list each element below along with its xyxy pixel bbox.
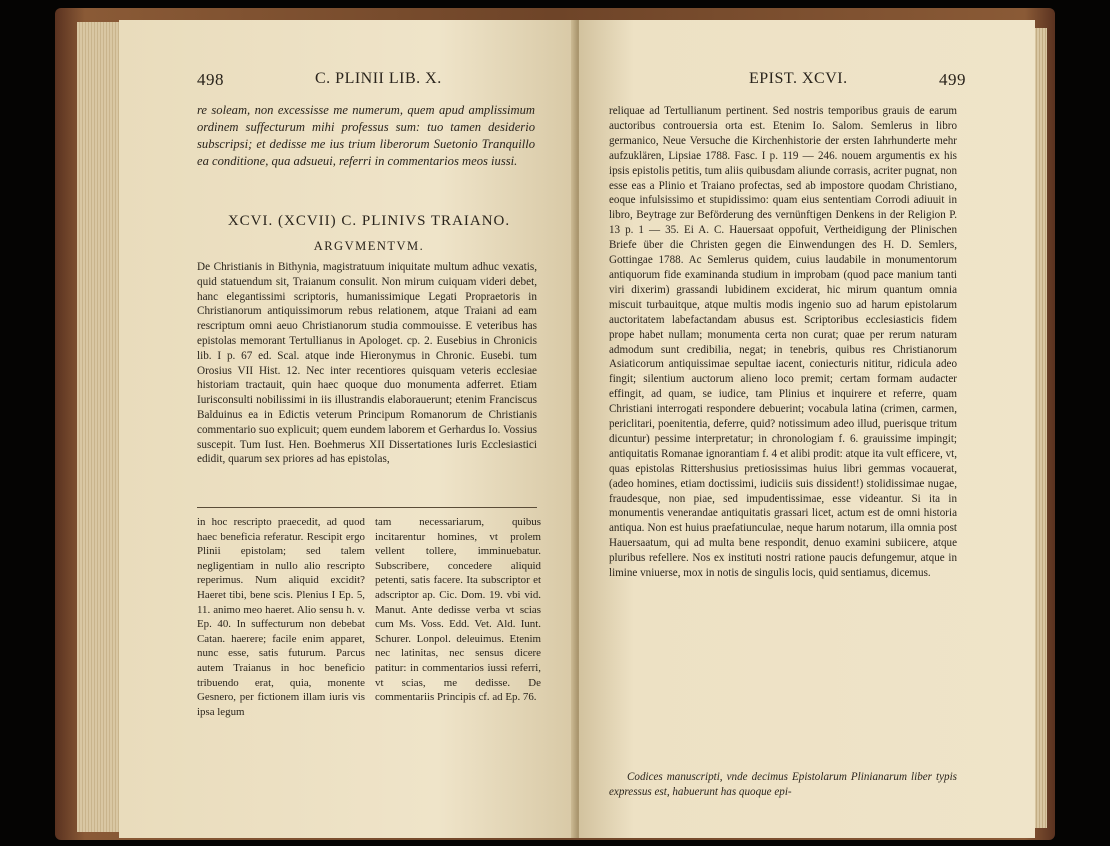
footnote-columns (197, 515, 541, 719)
right-page-number: 499 (939, 70, 966, 89)
letter-title: XCVI. (XCVII) C. PLINIVS TRAIANO. (227, 213, 511, 229)
footnote-column-1: in hoc rescripto praecedit, ad quod haec beneficia referatur. Rescipit ergo Plinii epistolam; sed talem negligentiam in nullo alio rescripto reperimus. Num aliquid excidit? Haeret tibi, bene scis. Plenius I Ep. 5, 11. animo meo haeret. Alio sensu h. v. Ep. 40. In suffecturum non debebat Catan. haerere; facile enim apparet, nunc esse, satis futurum. Parcus autem Traianus in hoc beneficio tribuendo erat, quia, monente Gesnero, per fictionem illam iuris vis ipsa legum (197, 516, 365, 718)
right-page (579, 20, 1035, 838)
left-page-number: 498 (197, 70, 224, 89)
opening-lines: re soleam, non excessisse me numerum, quem apud amplissimum ordinem suffecturum mihi professus sum: tuo tamen desiderio subscripsi; et dedisse me ius trium liberorum Suetonio Tranquillo ea conditione, qua adsueui, referri in commentarios meos iussi. (197, 103, 535, 168)
right-running-head: EPIST. XCVI. (749, 70, 848, 87)
argument-text: De Christianis in Bithynia, magistratuum iniquitate multum adhuc vexatis, quid statuendum sit, Traianum consulit. Non mirum cuiquam videri debet, hanc elegantissimi scriptoris, humanissimique Legati Propraetoris in Christianorum antiquissimorum rebus relationem, atque Traiani ad eam rescriptum omni aeuo Christianorum studia commouisse. E veteribus has epistolas memorant Tertullianus in Apologet. cp. 2. Eusebius in Chronicis lib. I p. 67 ed. Scal. atque inde Hieronymus in Chronic. Eusebi. tum Orosius VII Hist. 12. Nec inter recentiores quisquam veteris ecclesiae historiam tractauit, quin haec quoque duo monumenta adferret. Etiam Iurisconsulti nobilissimi in iis illustrandis elaborauerunt; etenim Franciscus Balduinus ea in Edictis veterum Principum Romanorum de Christianis commentario suo explicuit; quem eundem laborem et Gerhardus Io. Vossius suscepit. Tum Iust. Hen. Boehmerus XII Dissertationes Iuris Ecclesiastici edidit, quarum sex priores ad has epistolas, (197, 261, 537, 466)
right-body-text: reliquae ad Tertullianum pertinent. Sed nostris temporibus grauis de earum auctoribus controuersia orta est. Etenim Io. Salom. Semlerus in libro germanico, Neue Versuche die Kirchenhistorie der ersten Iahrhunderte mehr aufzuklären, Lipsiae 1788. Fasc. I p. 119 — 246. nouem argumentis ex his ipsis epistolis petitis, tum aliis quibusdam aliunde corrasis, acriter pugnat, non esse eas a Plinio et Traiano profectas, sed ab impostore quodam Christiano, eoque infulsissimo et stupidissimo: quam eius sententiam Corrodi adiuuit in libro, Beytrage zur Beförderung des vernünftigen Denkens in der Religion P. 13 p. 1 — 35. Ei A. C. Hauersaat oppofuit, Vertheidigung der Plinischen Briefe über die Christen gegen die Einwendungen des H. D. Semlers, Gottingae 1788. Ac Semlerus quidem, cuius laudabile in monumentorum antiquorum fide examinanda studium in improbam (quod pace manium tanti viri dixerim) grassandi lubidinem exciderat, hic mirum quantum omnia miscuit turbauitque, atque multis modis ingenio suo ad harum epistolarum auctoritatem labefactandam abusus est. Scriptoribus ecclesiasticis fidem prope habet nullam; monumenta certa non curat; quae per rerum naturam admodum sunt credibilia, negat; in tenebris, quibus res Christianorum Asiaticorum antiquissimae sepultae iacent, coniecturis nititur, ridicula adeo fingit; silentium auctorum alieno loco premit; certam formam audacter effingit, ad quam, se iudice, tam Plinius et inquirere et referre, quam Christiani interrogati respondere debuerint; vocabula latina (crimen, carmen, periclitari, poenitentia, deferre, quid? notissimum adeo illud, puerisque tritum dicuntur) pessime interpretatur; in chronologiam f. 6. grauissime impingit; antiquitatis Romanae ignorantiam f. 4 et alibi prodit: atque ita vult efficere, vt, quas epistolas Rittershusius pretiosissimas huius libri gemmas vocauerat, (adeo homines, etiam doctissimi, iudiciis suis dissident!) stolidissimae nugae, fraudesque, non piae, sed impudentissimae, esse videantur. Si ita in monumentis venerandae antiquitatis grassari licet, actum est de omni historia antiqua. Non est huius praefatiunculae, neque harum notarum, illa omnia post Hauersaatum, qui ad multa bene respondit, denuo examini subiicere, atque pluribus refellere. Nos ex instituti nostri ratione paucis defungemur, atque in limine vniuerse, mox in notis de singulis locis, quid sentiamus, dicemus. (609, 105, 957, 580)
closing-paragraph: Codices manuscripti, vnde decimus Epistolarum Plinianarum liber typis expressus est, habuerunt has quoque epi- (609, 771, 957, 798)
footnote-column-2: tam necessariarum, quibus incitarentur homines, vt prolem vellent tollere, imminuebatur. Subscribere, concedere aliquid petenti, satis facere. Ita subscriptor et adscriptor ap. Cic. Dom. 19. vbi vid. Manut. Ante dedisse verba vt scias cum Ms. Voss. Edd. Vet. Ald. Iunt. Schurer. Lonpol. deleuimus. Etenim nec latinitas, nec sensus dicere patitur: in commentarios iussi referri, vt scias, me dedisse. De commentariis Principis cf. ad Ep. 76. (375, 516, 541, 704)
open-book (55, 8, 1055, 840)
left-page (119, 20, 575, 838)
argument-heading: ARGVMENTVM. (313, 239, 425, 253)
left-running-head: C. PLINII LIB. X. (315, 70, 442, 87)
footnote-divider (197, 507, 537, 508)
